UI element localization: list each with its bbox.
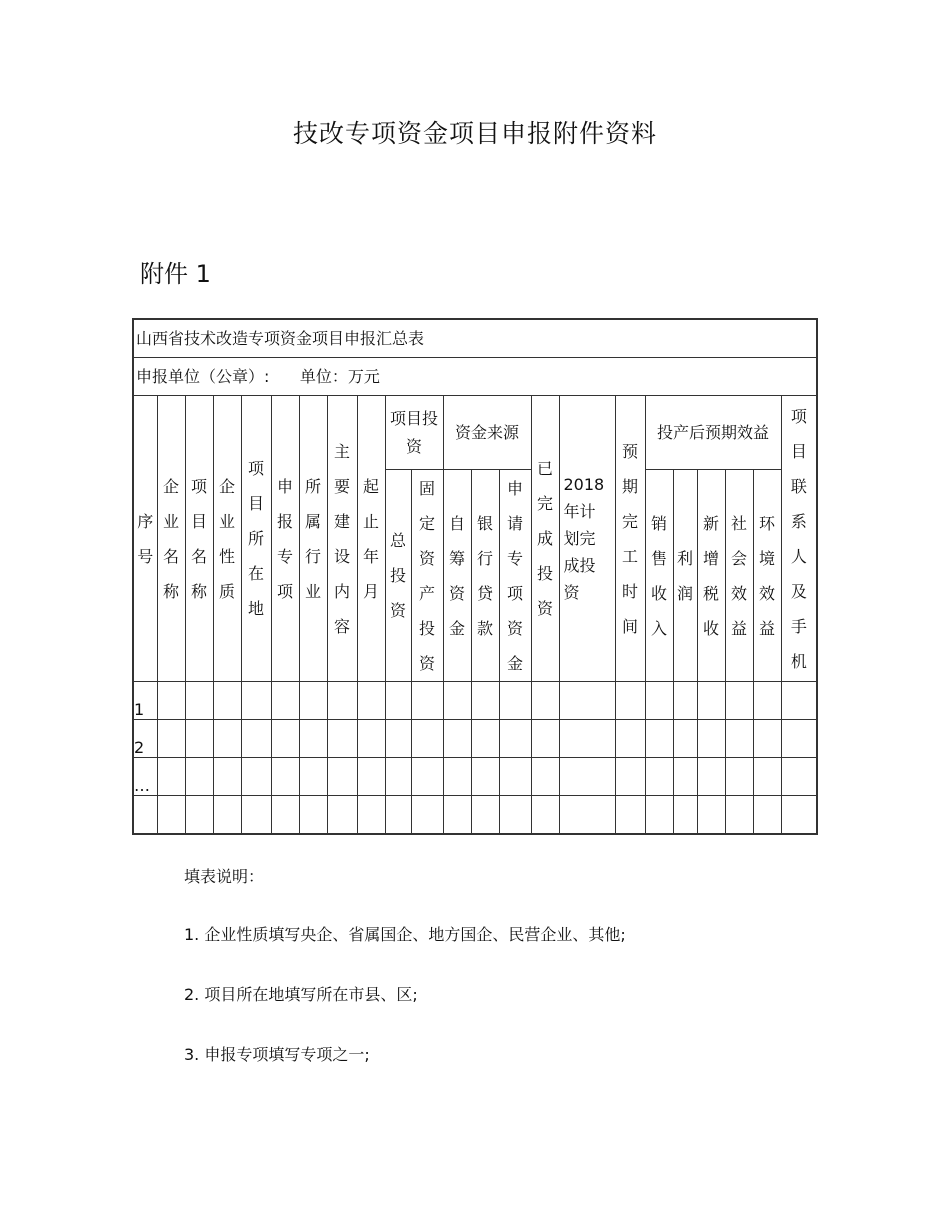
empty-cell <box>213 796 241 835</box>
empty-cell <box>185 796 213 835</box>
empty-cell <box>241 720 271 758</box>
empty-cell <box>559 682 615 720</box>
empty-cell <box>271 682 299 720</box>
empty-cell <box>615 682 645 720</box>
col-self-raised: 自 筹 资 金 <box>443 470 471 682</box>
row-seq-cell: … <box>133 758 157 796</box>
empty-cell <box>499 758 531 796</box>
document-title: 技改专项资金项目申报附件资料 <box>292 119 657 148</box>
table-title: 山西省技术改造专项资金项目申报汇总表 <box>133 319 817 358</box>
col-finish-time: 预 期 完 工 时 间 <box>615 396 645 682</box>
col-project-name: 项 目 名 称 <box>185 396 213 682</box>
empty-cell <box>725 758 753 796</box>
empty-cell <box>615 720 645 758</box>
empty-cell <box>753 758 781 796</box>
empty-cell <box>157 758 185 796</box>
col-profit: 利 润 <box>673 470 697 682</box>
empty-cell <box>673 758 697 796</box>
empty-cell <box>645 720 673 758</box>
row-seq-cell <box>133 796 157 835</box>
empty-cell <box>531 682 559 720</box>
empty-cell <box>385 758 411 796</box>
empty-cell <box>645 682 673 720</box>
col-industry: 所 属 行 业 <box>299 396 327 682</box>
empty-cell <box>471 796 499 835</box>
empty-cell <box>781 720 817 758</box>
empty-cell <box>531 796 559 835</box>
empty-cell <box>299 758 327 796</box>
empty-cell <box>299 796 327 835</box>
empty-cell <box>327 720 357 758</box>
col-special-fund: 申 请 专 项 资 金 <box>499 470 531 682</box>
note-item-3: 3. 申报专项填写专项之一; <box>184 1045 370 1064</box>
empty-cell <box>673 682 697 720</box>
empty-cell <box>753 720 781 758</box>
empty-cell <box>185 682 213 720</box>
empty-cell <box>299 720 327 758</box>
col-total-investment: 总 投 资 <box>385 470 411 682</box>
table-row <box>133 758 817 796</box>
empty-cell <box>645 758 673 796</box>
empty-cell <box>443 796 471 835</box>
empty-cell <box>241 758 271 796</box>
row-seq-cell: 1 <box>133 682 157 720</box>
empty-cell <box>531 720 559 758</box>
empty-cell <box>753 796 781 835</box>
empty-cell <box>499 796 531 835</box>
empty-cell <box>531 758 559 796</box>
col-company-name: 企 业 名 称 <box>157 396 185 682</box>
empty-cell <box>411 720 443 758</box>
empty-cell <box>157 796 185 835</box>
empty-cell <box>157 682 185 720</box>
empty-cell <box>213 758 241 796</box>
empty-cell <box>357 758 385 796</box>
empty-cell <box>615 758 645 796</box>
empty-cell <box>615 796 645 835</box>
empty-cell <box>271 720 299 758</box>
table-row <box>133 682 817 720</box>
col-sales: 销 售 收 入 <box>645 470 673 682</box>
notes-heading: 填表说明： <box>184 867 265 886</box>
empty-cell <box>213 682 241 720</box>
col-company-type: 企 业 性 质 <box>213 396 241 682</box>
empty-cell <box>443 758 471 796</box>
col-bank-loan: 银 行 贷 款 <box>471 470 499 682</box>
empty-cell <box>185 758 213 796</box>
table-row <box>133 720 817 758</box>
empty-cell <box>411 758 443 796</box>
col-fixed-asset: 固 定 资 产 投 资 <box>411 470 443 682</box>
col-seq: 序 号 <box>133 396 157 682</box>
empty-cell <box>753 682 781 720</box>
empty-cell <box>781 758 817 796</box>
empty-cell <box>271 796 299 835</box>
empty-cell <box>357 682 385 720</box>
col-content: 主 要 建 设 内 容 <box>327 396 357 682</box>
empty-cell <box>157 720 185 758</box>
empty-cell <box>327 796 357 835</box>
empty-cell <box>645 796 673 835</box>
empty-cell <box>697 796 725 835</box>
empty-cell <box>725 720 753 758</box>
empty-cell <box>327 758 357 796</box>
empty-cell <box>697 720 725 758</box>
empty-cell <box>781 796 817 835</box>
empty-cell <box>673 796 697 835</box>
empty-cell <box>673 720 697 758</box>
col-plan-2018: 2018年计划完成投资 <box>559 396 615 682</box>
empty-cell <box>697 758 725 796</box>
col-completed: 已 完 成 投 资 <box>531 396 559 682</box>
col-social: 社 会 效 益 <box>725 470 753 682</box>
attachment-label: 附件 1 <box>140 260 211 288</box>
empty-cell <box>697 682 725 720</box>
empty-cell <box>471 682 499 720</box>
note-item-2: 2. 项目所在地填写所在市县、区; <box>184 985 418 1004</box>
empty-cell <box>725 796 753 835</box>
empty-cell <box>271 758 299 796</box>
empty-cell <box>411 682 443 720</box>
col-tax: 新 增 税 收 <box>697 470 725 682</box>
empty-cell <box>385 682 411 720</box>
empty-cell <box>559 758 615 796</box>
row-seq-cell: 2 <box>133 720 157 758</box>
col-location: 项 目 所 在 地 <box>241 396 271 682</box>
empty-cell <box>385 796 411 835</box>
empty-cell <box>241 796 271 835</box>
note-item-1: 1. 企业性质填写央企、省属国企、地方国企、民营企业、其他; <box>184 925 626 944</box>
col-period: 起 止 年 月 <box>357 396 385 682</box>
empty-cell <box>327 682 357 720</box>
summary-table <box>132 318 818 835</box>
unit-line: 申报单位（公章）: 单位：万元 <box>133 358 817 396</box>
group-investment: 项目投资 <box>385 396 443 470</box>
empty-cell <box>299 682 327 720</box>
empty-cell <box>443 720 471 758</box>
col-contact: 项 目 联 系 人 及 手 机 <box>781 396 817 682</box>
empty-cell <box>471 758 499 796</box>
empty-cell <box>471 720 499 758</box>
empty-cell <box>499 720 531 758</box>
col-special-item: 申 报 专 项 <box>271 396 299 682</box>
empty-cell <box>213 720 241 758</box>
empty-cell <box>443 682 471 720</box>
col-environment: 环 境 效 益 <box>753 470 781 682</box>
empty-cell <box>185 720 213 758</box>
empty-cell <box>499 682 531 720</box>
empty-cell <box>241 682 271 720</box>
empty-cell <box>559 720 615 758</box>
empty-cell <box>781 682 817 720</box>
group-benefits: 投产后预期效益 <box>645 396 781 470</box>
table-row <box>133 796 817 835</box>
empty-cell <box>385 720 411 758</box>
empty-cell <box>559 796 615 835</box>
empty-cell <box>357 796 385 835</box>
empty-cell <box>411 796 443 835</box>
empty-cell <box>357 720 385 758</box>
empty-cell <box>725 682 753 720</box>
group-funding: 资金来源 <box>443 396 531 470</box>
